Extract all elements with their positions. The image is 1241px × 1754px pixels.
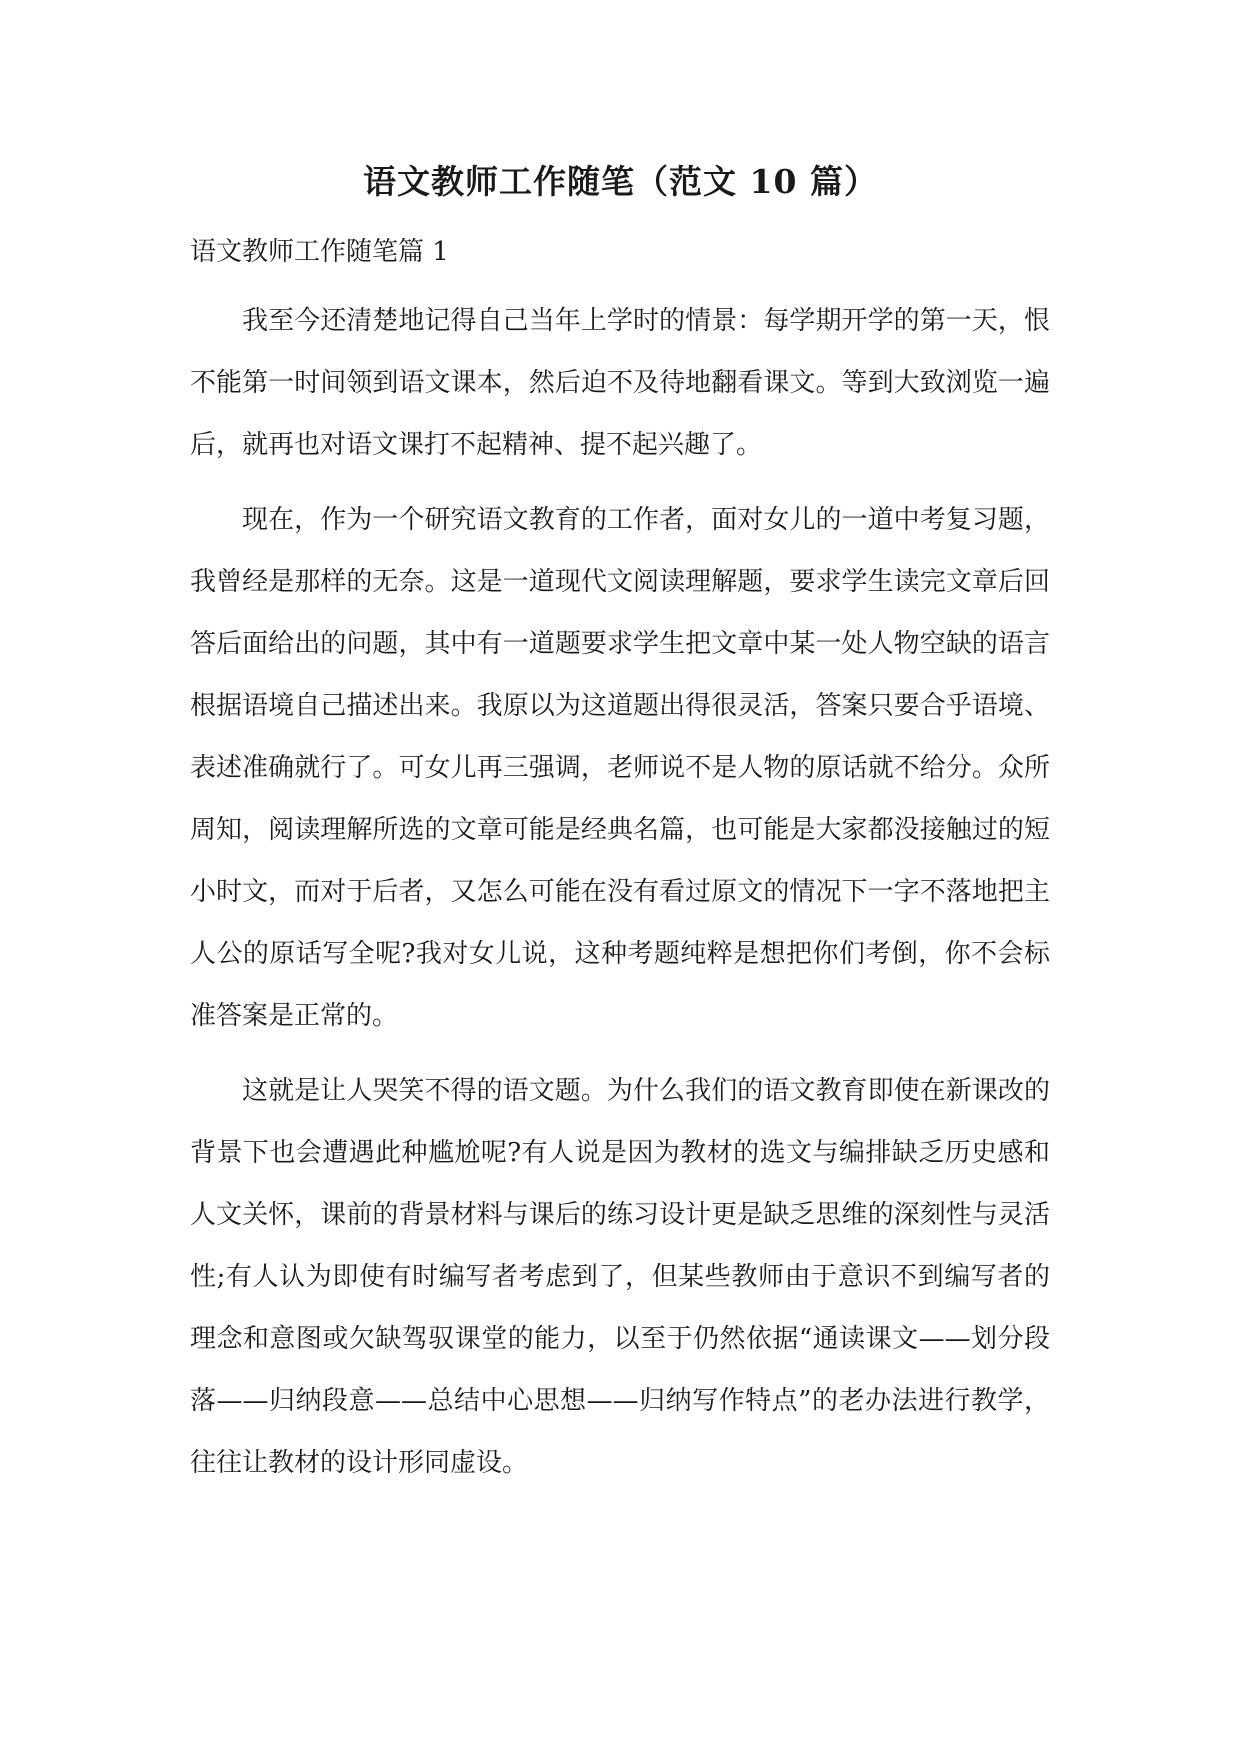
paragraph-1: 我至今还清楚地记得自己当年上学时的情景：每学期开学的第一天，恨不能第一时间领到语文课本，然后迫不及待地翻看课文。等到大致浏览一遍后，就再也对语文课打不起精神、提不起兴趣了。 — [190, 306, 1050, 460]
body-text — [190, 290, 1050, 1507]
document-title: 语文教师工作随笔（范文 10 篇） — [363, 162, 878, 201]
paragraph-3: 这就是让人哭笑不得的语文题。为什么我们的语文教育即使在新课改的背景下也会遭遇此种尴尬呢?有人说是因为教材的选文与编排缺乏历史感和人文关怀，课前的背景材料与课后的练习设计更是缺乏思维的深刻性与灵活性;有人认为即使有时编写者考虑到了，但某些教师由于意识不到编写者的理念和意图或欠缺驾驭课堂的能力，以至于仍然依据“通读课文——划分段落——归纳段意——总结中心思想——归纳写作特点”的老办法进行教学，往往让教材的设计形同虚设。 — [190, 1076, 1050, 1478]
paragraph-2: 现在，作为一个研究语文教育的工作者，面对女儿的一道中考复习题，我曾经是那样的无奈。这是一道现代文阅读理解题，要求学生读完文章后回答后面给出的问题，其中有一道题要求学生把文章中某一处人物空缺的语言根据语境自己描述出来。我原以为这道题出得很灵活，答案只要合乎语境、表述准确就行了。可女儿再三强调，老师说不是人物的原话就不给分。众所周知，阅读理解所选的文章可能是经典名篇，也可能是大家都没接触过的短小时文，而对于后者，又怎么可能在没有看过原文的情况下一字不落地把主人公的原话写全呢?我对女儿说，这种考题纯粹是想把你们考倒，你不会标准答案是正常的。 — [190, 505, 1050, 1031]
section-heading: 语文教师工作随笔篇 1 — [190, 237, 449, 267]
